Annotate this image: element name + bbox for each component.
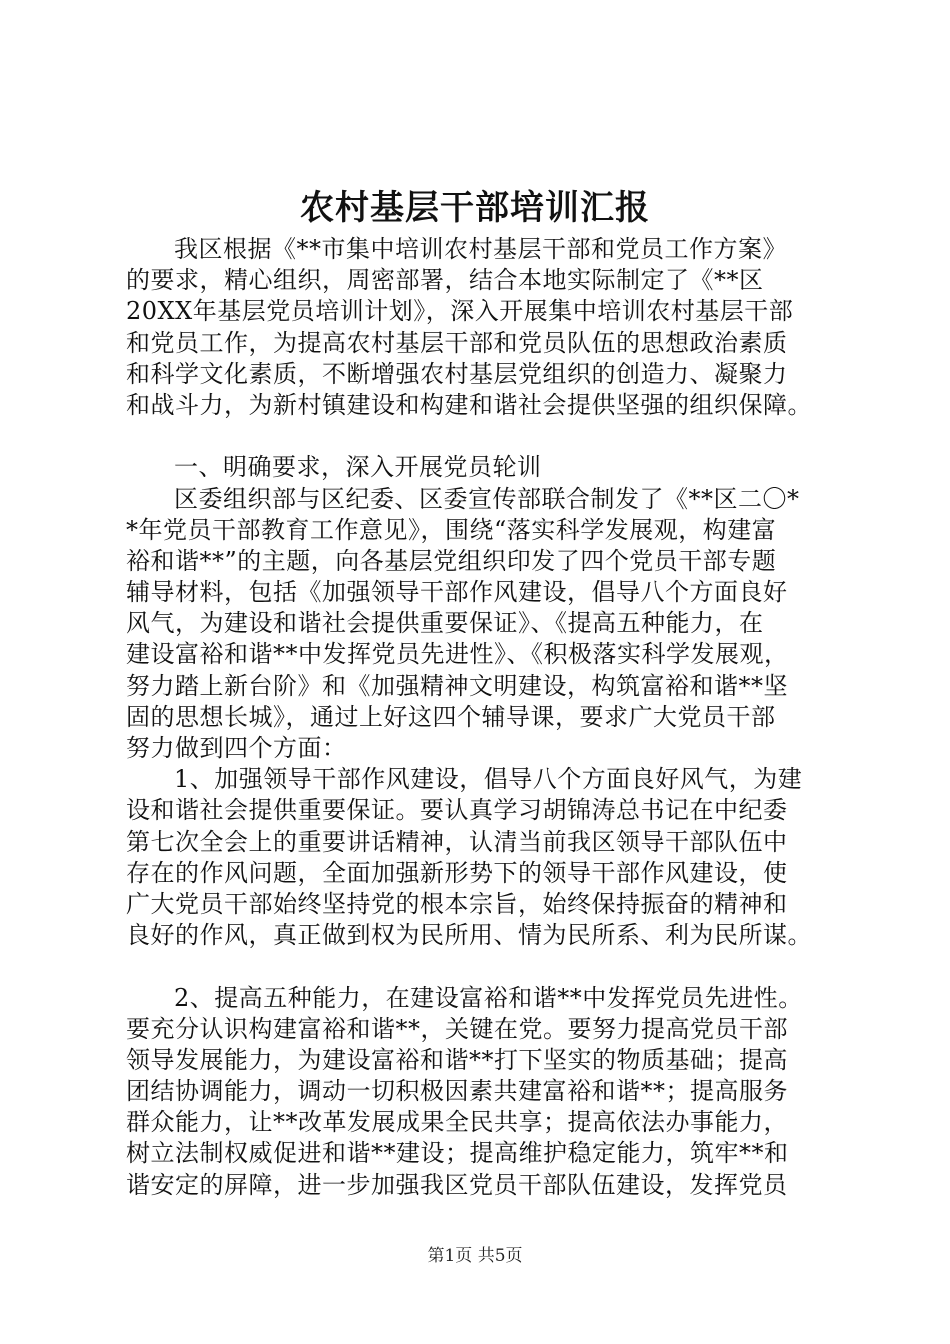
section-heading: 一、明确要求，深入开展党员轮训: [174, 453, 542, 482]
text-line: 区委组织部与区纪委、区委宣传部联合制发了《**区二〇*: [174, 484, 800, 513]
text-line: 20XX年基层党员培训计划》，深入开展集中培训农村基层干部: [126, 297, 794, 326]
text-line: 广大党员干部始终坚持党的根本宗旨，始终保持振奋的精神和: [126, 889, 788, 918]
document-title: 农村基层干部培训汇报: [300, 188, 650, 228]
text-line: 和科学文化素质，不断增强农村基层党组织的创造力、凝聚力: [126, 359, 788, 388]
page-number-footer: 第1页 共5页: [427, 1246, 523, 1266]
text-line: 领导发展能力，为建设富裕和谐**打下坚实的物质基础；提高: [126, 1045, 788, 1074]
text-line: 群众能力，让**改革发展成果全民共享；提高依法办事能力，: [126, 1108, 788, 1137]
text-line: 努力做到四个方面：: [126, 734, 347, 762]
text-line: 固的思想长城》，通过上好这四个辅导课，要求广大党员干部: [126, 702, 776, 731]
blank-line: [126, 421, 846, 452]
text-line: 1、加强领导干部作风建设，倡导八个方面良好风气，为建: [174, 765, 803, 794]
text-line: *年党员干部教育工作意见》，围绕“落实科学发展观，构建富: [126, 515, 777, 544]
text-line: 辅导材料，包括《加强领导干部作风建设，倡导八个方面良好: [126, 578, 788, 607]
text-line: 要充分认识构建富裕和谐**，关键在党。要努力提高党员干部: [126, 1014, 788, 1043]
document-body: [126, 234, 846, 1201]
text-line: 努力踏上新台阶》和《加强精神文明建设，构筑富裕和谐**坚: [126, 671, 788, 700]
text-line: 风气，为建设和谐社会提供重要保证》、《提高五种能力，在: [126, 609, 764, 638]
text-line: 树立法制权威促进和谐**建设；提高维护稳定能力，筑牢**和: [126, 1139, 789, 1168]
text-line: 存在的作风问题，全面加强新形势下的领导干部作风建设，使: [126, 858, 788, 887]
text-line: 裕和谐**”的主题，向各基层党组织印发了四个党员干部专题: [126, 546, 777, 575]
blank-line: [126, 951, 846, 982]
text-line: 建设富裕和谐**中发挥党员先进性》、《积极落实科学发展观，: [126, 640, 789, 669]
text-line: 设和谐社会提供重要保证。要认真学习胡锦涛总书记在中纪委: [126, 796, 788, 825]
text-line: 和党员工作，为提高农村基层干部和党员队伍的思想政治素质: [126, 328, 788, 357]
text-line: 团结协调能力，调动一切积极因素共建富裕和谐**；提高服务: [126, 1077, 788, 1106]
text-line: 2、提高五种能力，在建设富裕和谐**中发挥党员先进性。: [174, 983, 803, 1012]
text-line: 第七次全会上的重要讲话精神，认清当前我区领导干部队伍中: [126, 827, 788, 856]
text-line: 和战斗力，为新村镇建设和构建和谐社会提供坚强的组织保障。: [126, 390, 812, 419]
text-line: 良好的作风，真正做到权为民所用、情为民所系、利为民所谋。: [126, 921, 812, 950]
text-line: 的要求，精心组织，周密部署，结合本地实际制定了《**区: [126, 266, 764, 295]
text-line: 我区根据《**市集中培训农村基层干部和党员工作方案》: [174, 235, 787, 263]
text-line: 谐安定的屏障，进一步加强我区党员干部队伍建设，发挥党员: [126, 1170, 788, 1199]
